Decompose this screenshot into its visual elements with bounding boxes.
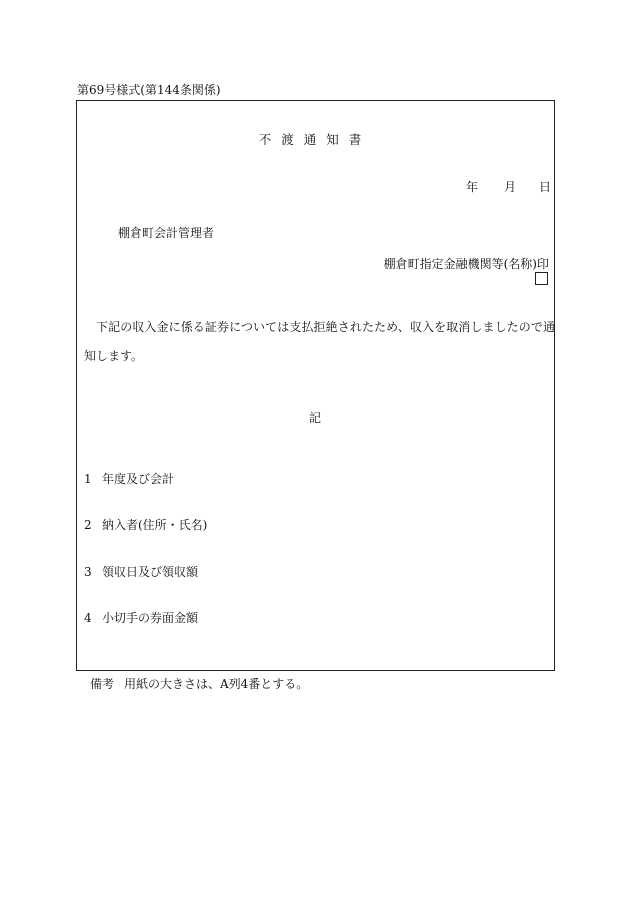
date-month-label: 月 [504, 180, 517, 194]
item-label: 小切手の券面金額 [102, 611, 199, 625]
remark-label: 備考 [90, 677, 115, 691]
body-text-line-1: 下記の収入金に係る証券については支払拒絶されたため、収入を取消しましたので通 [96, 320, 556, 334]
list-item [84, 518, 207, 532]
body-text-line-2: 知します。 [84, 349, 144, 363]
item-number: 1 [84, 472, 92, 486]
remark-text: 用紙の大きさは、A列4番とする。 [124, 677, 309, 691]
seal-box [535, 272, 548, 285]
form-frame [76, 100, 555, 671]
list-item [84, 472, 174, 486]
form-number-label: 第69号様式(第144条関係) [77, 83, 221, 97]
ki-heading: 記 [308, 411, 321, 425]
sender-name: 棚倉町指定金融機関等(名称)印 [383, 257, 549, 271]
remark [90, 677, 308, 691]
date-year-label: 年 [466, 180, 479, 194]
addressee: 棚倉町会計管理者 [118, 226, 215, 240]
item-label: 納入者(住所・氏名) [102, 518, 208, 532]
item-number: 4 [84, 611, 92, 625]
item-number: 2 [84, 518, 92, 532]
item-number: 3 [84, 565, 92, 579]
date-day-label: 日 [539, 180, 552, 194]
list-item [84, 611, 198, 625]
item-label: 年度及び会計 [102, 472, 175, 486]
item-label: 領収日及び領収額 [102, 565, 199, 579]
document-title: 不渡通知書 [258, 132, 372, 147]
list-item [84, 565, 198, 579]
